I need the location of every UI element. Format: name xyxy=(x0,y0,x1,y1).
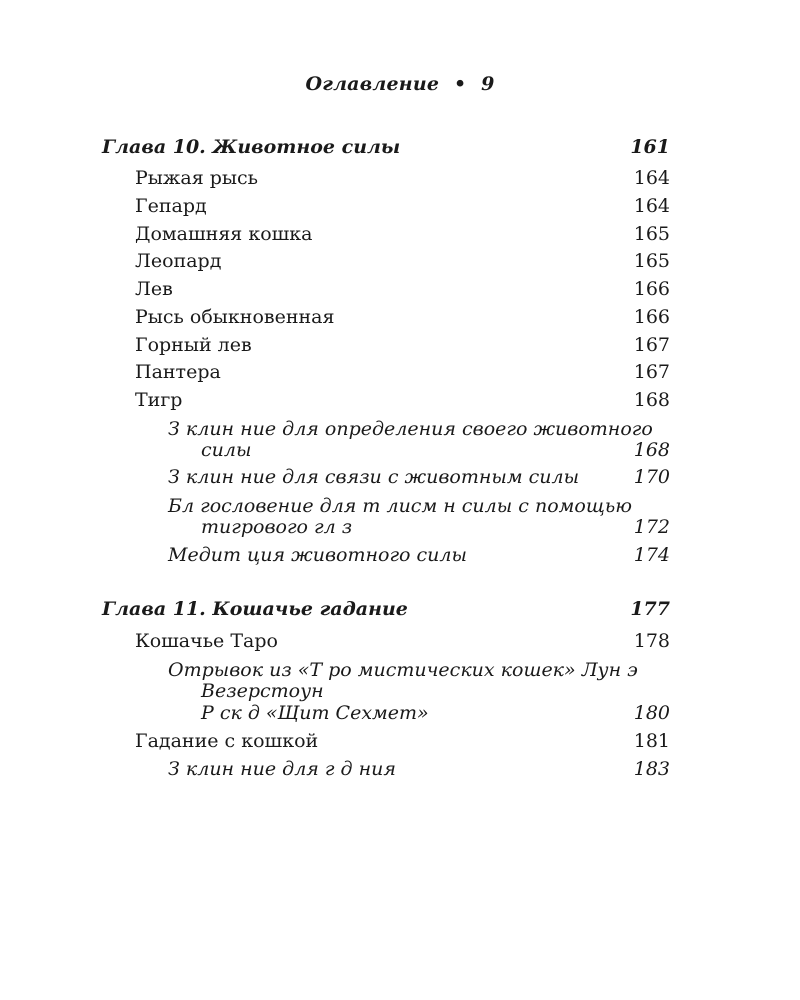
toc-entry-page: 174 xyxy=(633,544,670,566)
toc-subentry[interactable] xyxy=(0,542,800,568)
toc-chapter-10[interactable] xyxy=(0,134,800,160)
page-header-number: 9 xyxy=(481,73,495,95)
toc-entry-page: 164 xyxy=(633,167,670,189)
toc-entry[interactable] xyxy=(0,221,800,247)
toc-entry-page: 168 xyxy=(633,439,670,461)
toc-entry-title: Тигр xyxy=(135,389,183,411)
toc-entry-page: 166 xyxy=(633,278,670,300)
page-header-title: Оглавление xyxy=(305,73,440,95)
toc-chapter-11[interactable] xyxy=(0,596,800,622)
toc-entry-title: Бл гословение для т лисм н силы с помощью xyxy=(168,495,632,517)
toc-entry-title: силы xyxy=(201,439,252,461)
toc-entry-page: 167 xyxy=(633,334,670,356)
toc-entry-page: 183 xyxy=(633,758,670,780)
toc-entry-page: 178 xyxy=(633,630,670,652)
toc-entry-page: 168 xyxy=(633,389,670,411)
toc-entry-page: 170 xyxy=(633,466,670,488)
toc-entry-page: 165 xyxy=(633,223,670,245)
toc-entry-title: Везерстоун xyxy=(201,680,324,702)
toc-entry-title: Рысь обыкновенная xyxy=(135,306,335,328)
toc-entry-title: Пантера xyxy=(135,361,221,383)
toc-entry-page: 164 xyxy=(633,195,670,217)
toc-entry-page: 167 xyxy=(633,361,670,383)
toc-entry-title: Р ск д «Щит Сехмет» xyxy=(201,702,429,724)
toc-entry-title: Глава 11. Кошачье гадание xyxy=(102,598,408,620)
toc-subentry[interactable] xyxy=(0,464,800,490)
toc-entry-page: 180 xyxy=(633,702,670,724)
toc-entry[interactable] xyxy=(0,193,800,219)
toc-entry-title: Леопард xyxy=(135,250,222,272)
toc-entry-title: Рыжая рысь xyxy=(135,167,259,189)
toc-entry-title: Кошачье Таро xyxy=(135,630,278,652)
toc-entry[interactable] xyxy=(0,332,800,358)
toc-entry-page: 177 xyxy=(630,598,670,620)
toc-entry-title: Медит ция животного силы xyxy=(168,544,467,566)
toc-entry[interactable] xyxy=(0,248,800,274)
toc-entry-page: 165 xyxy=(633,250,670,272)
toc-subentry-continuation[interactable] xyxy=(0,700,800,726)
toc-entry-page: 166 xyxy=(633,306,670,328)
toc-entry[interactable] xyxy=(0,387,800,413)
toc-entry-title: Глава 10. Животное силы xyxy=(102,136,401,158)
page-header-separator: • xyxy=(453,73,467,95)
toc-entry-title: Лев xyxy=(135,278,173,300)
toc-entry[interactable] xyxy=(0,165,800,191)
toc-entry[interactable] xyxy=(0,628,800,654)
toc-entry-title: тигрового гл з xyxy=(201,516,353,538)
toc-subentry-continuation[interactable] xyxy=(0,514,800,540)
toc-entry-title: Отрывок из «Т ро мистических кошек» Лун э xyxy=(168,659,638,681)
toc-entry-page: 181 xyxy=(633,730,670,752)
toc-entry[interactable] xyxy=(0,728,800,754)
toc-entry-title: Гадание с кошкой xyxy=(135,730,319,752)
toc-entry[interactable] xyxy=(0,276,800,302)
toc-entry-page: 172 xyxy=(633,516,670,538)
toc-entry-title: З клин ние для связи с животным силы xyxy=(168,466,580,488)
toc-subentry-continuation[interactable] xyxy=(0,437,800,463)
toc-entry-title: Домашняя кошка xyxy=(135,223,313,245)
toc-entry-page: 161 xyxy=(630,136,670,158)
toc-entry-title: З клин ние для определения своего животного xyxy=(168,418,653,440)
toc-entry-title: З клин ние для г д ния xyxy=(168,758,396,780)
toc-entry[interactable] xyxy=(0,359,800,385)
toc-entry[interactable] xyxy=(0,304,800,330)
toc-subentry[interactable] xyxy=(0,756,800,782)
toc-entry-title: Горный лев xyxy=(135,334,252,356)
toc-entry-title: Гепард xyxy=(135,195,207,217)
